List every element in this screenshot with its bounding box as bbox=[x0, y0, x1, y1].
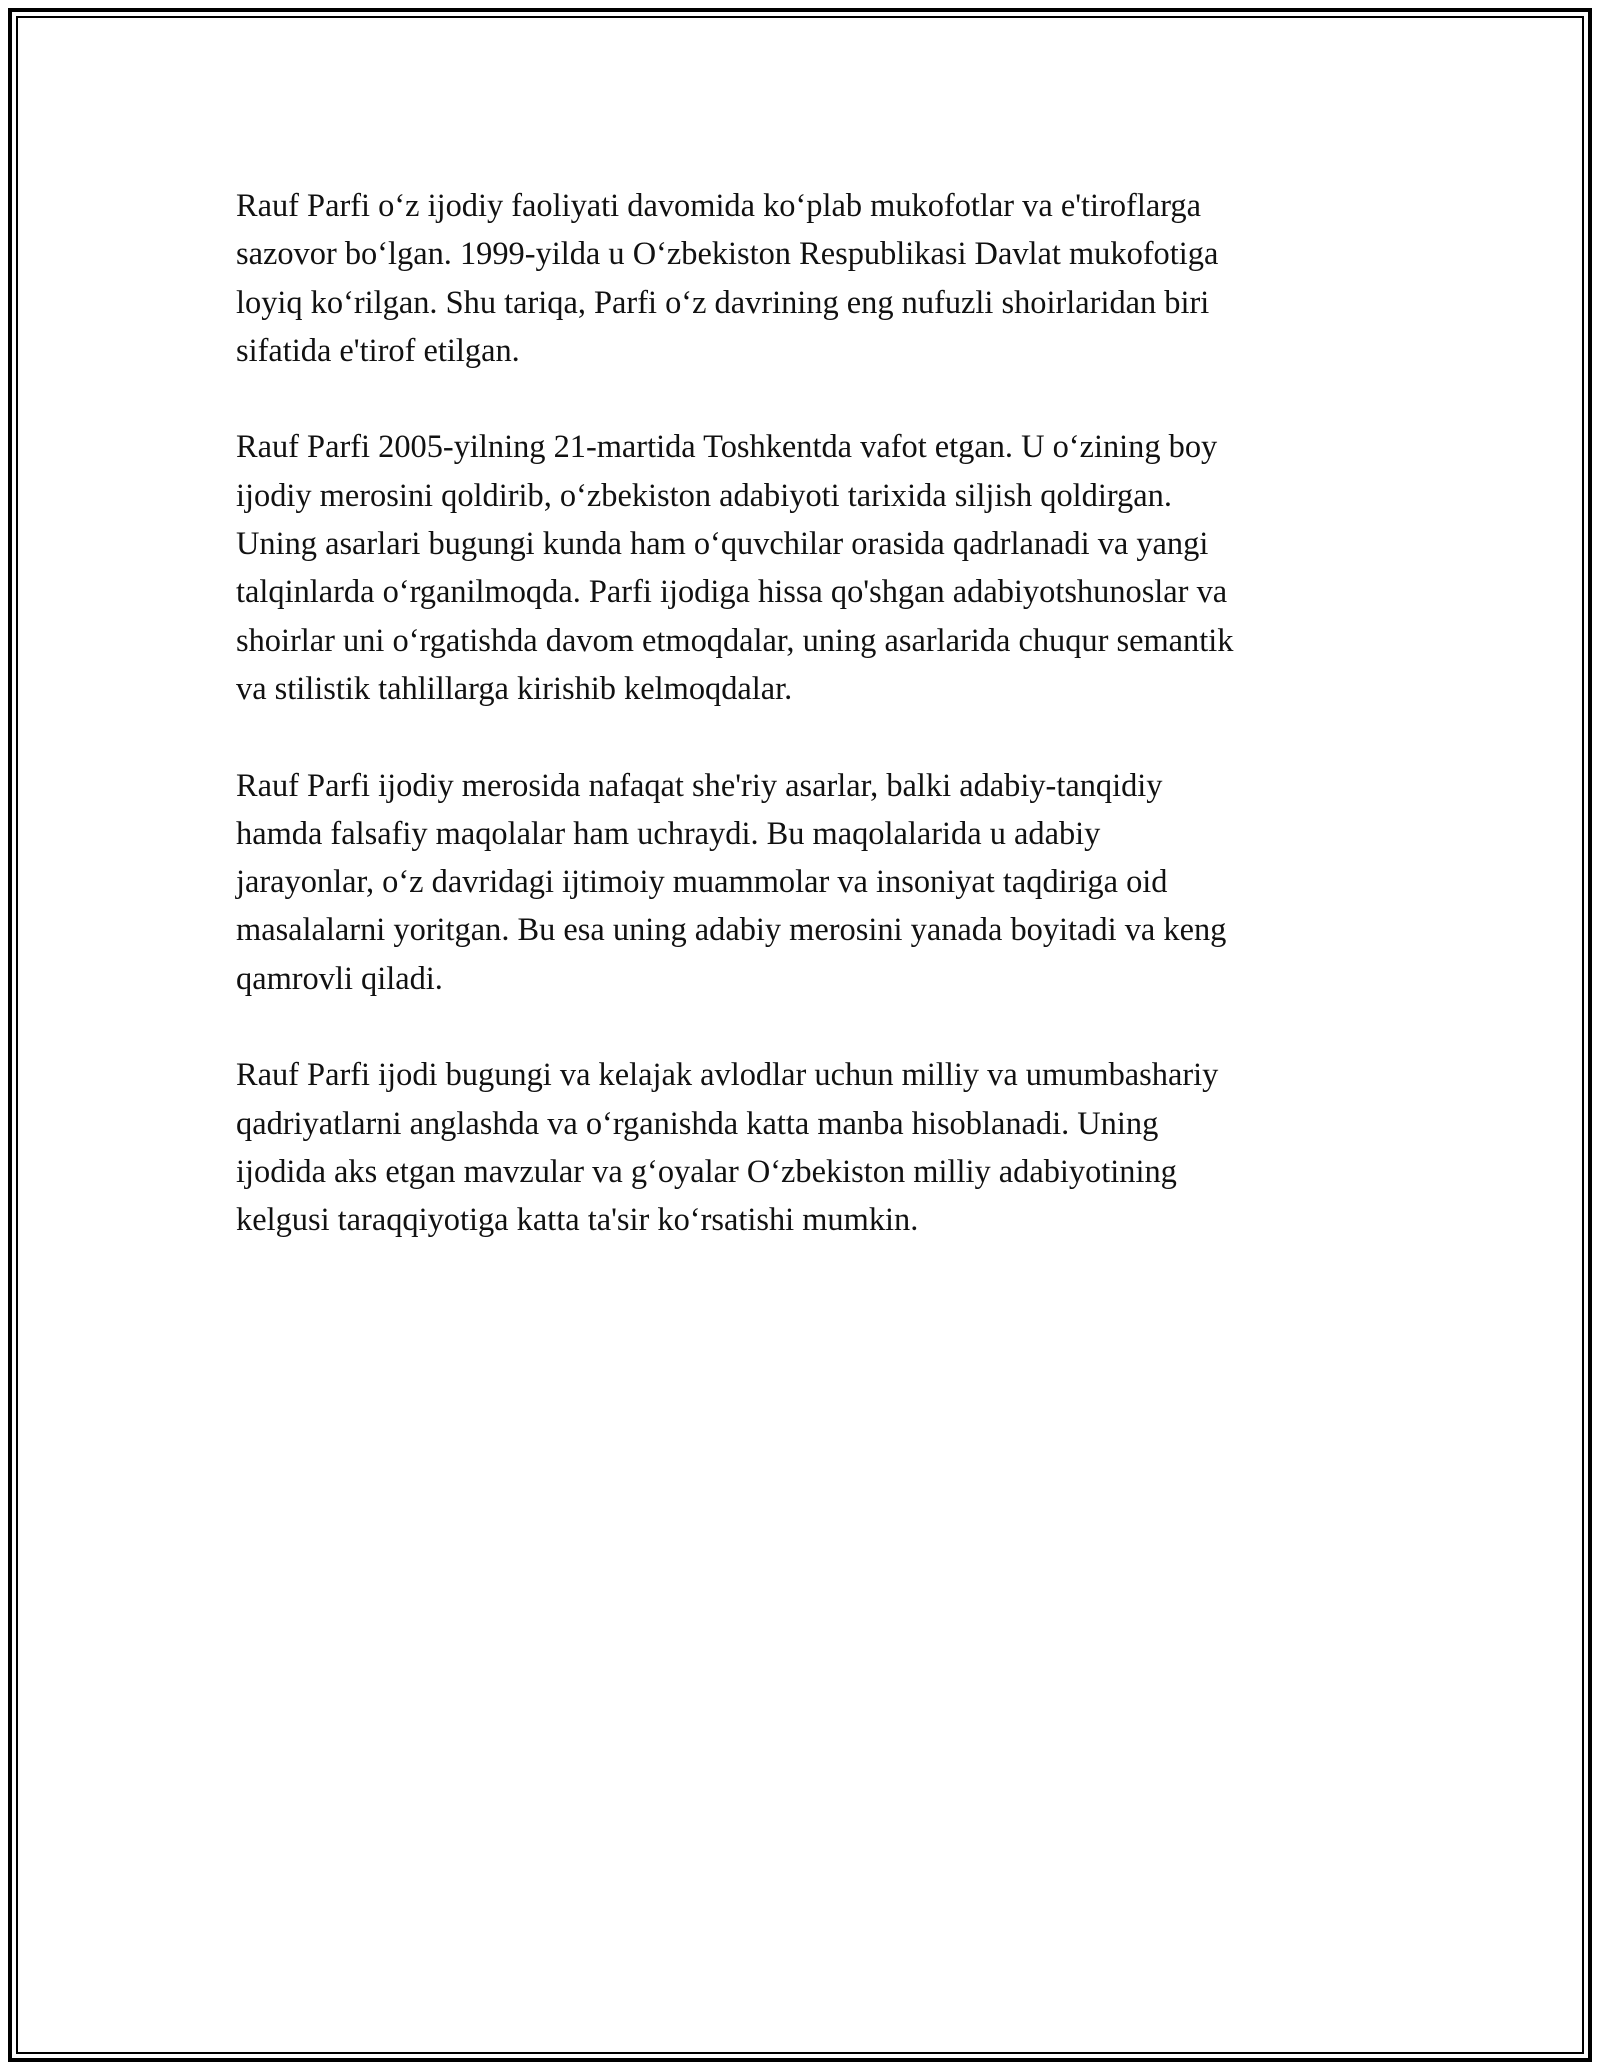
text-line: sifatida e'tirof etilgan. bbox=[236, 332, 520, 369]
text-line: talqinlarda o‘rganilmoqda. Parfi ijodiga hissa qo'shgan adabiyotshunoslar va bbox=[236, 574, 1228, 611]
text-line: kelgusi taraqqiyotiga katta ta'sir ko‘rsatishi mumkin. bbox=[236, 1202, 919, 1239]
text-line: Rauf Parfi ijodi bugungi va kelajak avlodlar uchun milliy va umumbashariy bbox=[236, 1057, 1219, 1094]
text-line: masalalarni yoritgan. Bu esa uning adabiy merosini yanada boyitadi va keng bbox=[236, 912, 1227, 949]
text-line: Rauf Parfi ijodiy merosida nafaqat she'riy asarlar, balki adabiy-tanqidiy bbox=[236, 767, 1163, 804]
text-line: shoirlar uni o‘rgatishda davom etmoqdalar, uning asarlarida chuqur semantik bbox=[236, 622, 1234, 659]
paragraph-significance bbox=[236, 1051, 1396, 1244]
text-line: Rauf Parfi o‘z ijodiy faoliyati davomida ko‘plab mukofotlar va e'tiroflarga bbox=[236, 188, 1201, 224]
text-line: hamda falsafiy maqolalar ham uchraydi. Bu maqolalarida u adabiy bbox=[236, 815, 1101, 852]
text-line: ijodida aks etgan mavzular va g‘oyalar O‘zbekiston milliy adabiyotining bbox=[236, 1153, 1177, 1190]
document-body bbox=[236, 182, 1396, 1293]
text-line: loyiq ko‘rilgan. Shu tariqa, Parfi o‘z davrining eng nufuzli shoirlaridan biri bbox=[236, 284, 1210, 321]
paragraph-legacy bbox=[236, 423, 1396, 713]
text-line: ijodiy merosini qoldirib, o‘zbekiston adabiyoti tarixida siljish qoldirgan. bbox=[236, 477, 1172, 514]
paragraph-awards bbox=[236, 182, 1396, 375]
text-line: sazovor bo‘lgan. 1999-yilda u O‘zbekiston Respublikasi Davlat mukofotiga bbox=[236, 236, 1219, 273]
text-line: Uning asarlari bugungi kunda ham o‘quvchilar orasida qadrlanadi va yangi bbox=[236, 526, 1209, 563]
text-line: qadriyatlarni anglashda va o‘rganishda katta manba hisoblanadi. Uning bbox=[236, 1105, 1159, 1142]
text-line: jarayonlar, o‘z davridagi ijtimoiy muammolar va insoniyat taqdiriga oid bbox=[236, 864, 1168, 901]
text-line: va stilistik tahlillarga kirishib kelmoqdalar. bbox=[236, 670, 793, 707]
text-line: Rauf Parfi 2005-yilning 21-martida Toshkentda vafot etgan. U o‘zining boy bbox=[236, 429, 1218, 466]
paragraph-essays bbox=[236, 762, 1396, 1003]
text-line: qamrovli qiladi. bbox=[236, 960, 443, 997]
